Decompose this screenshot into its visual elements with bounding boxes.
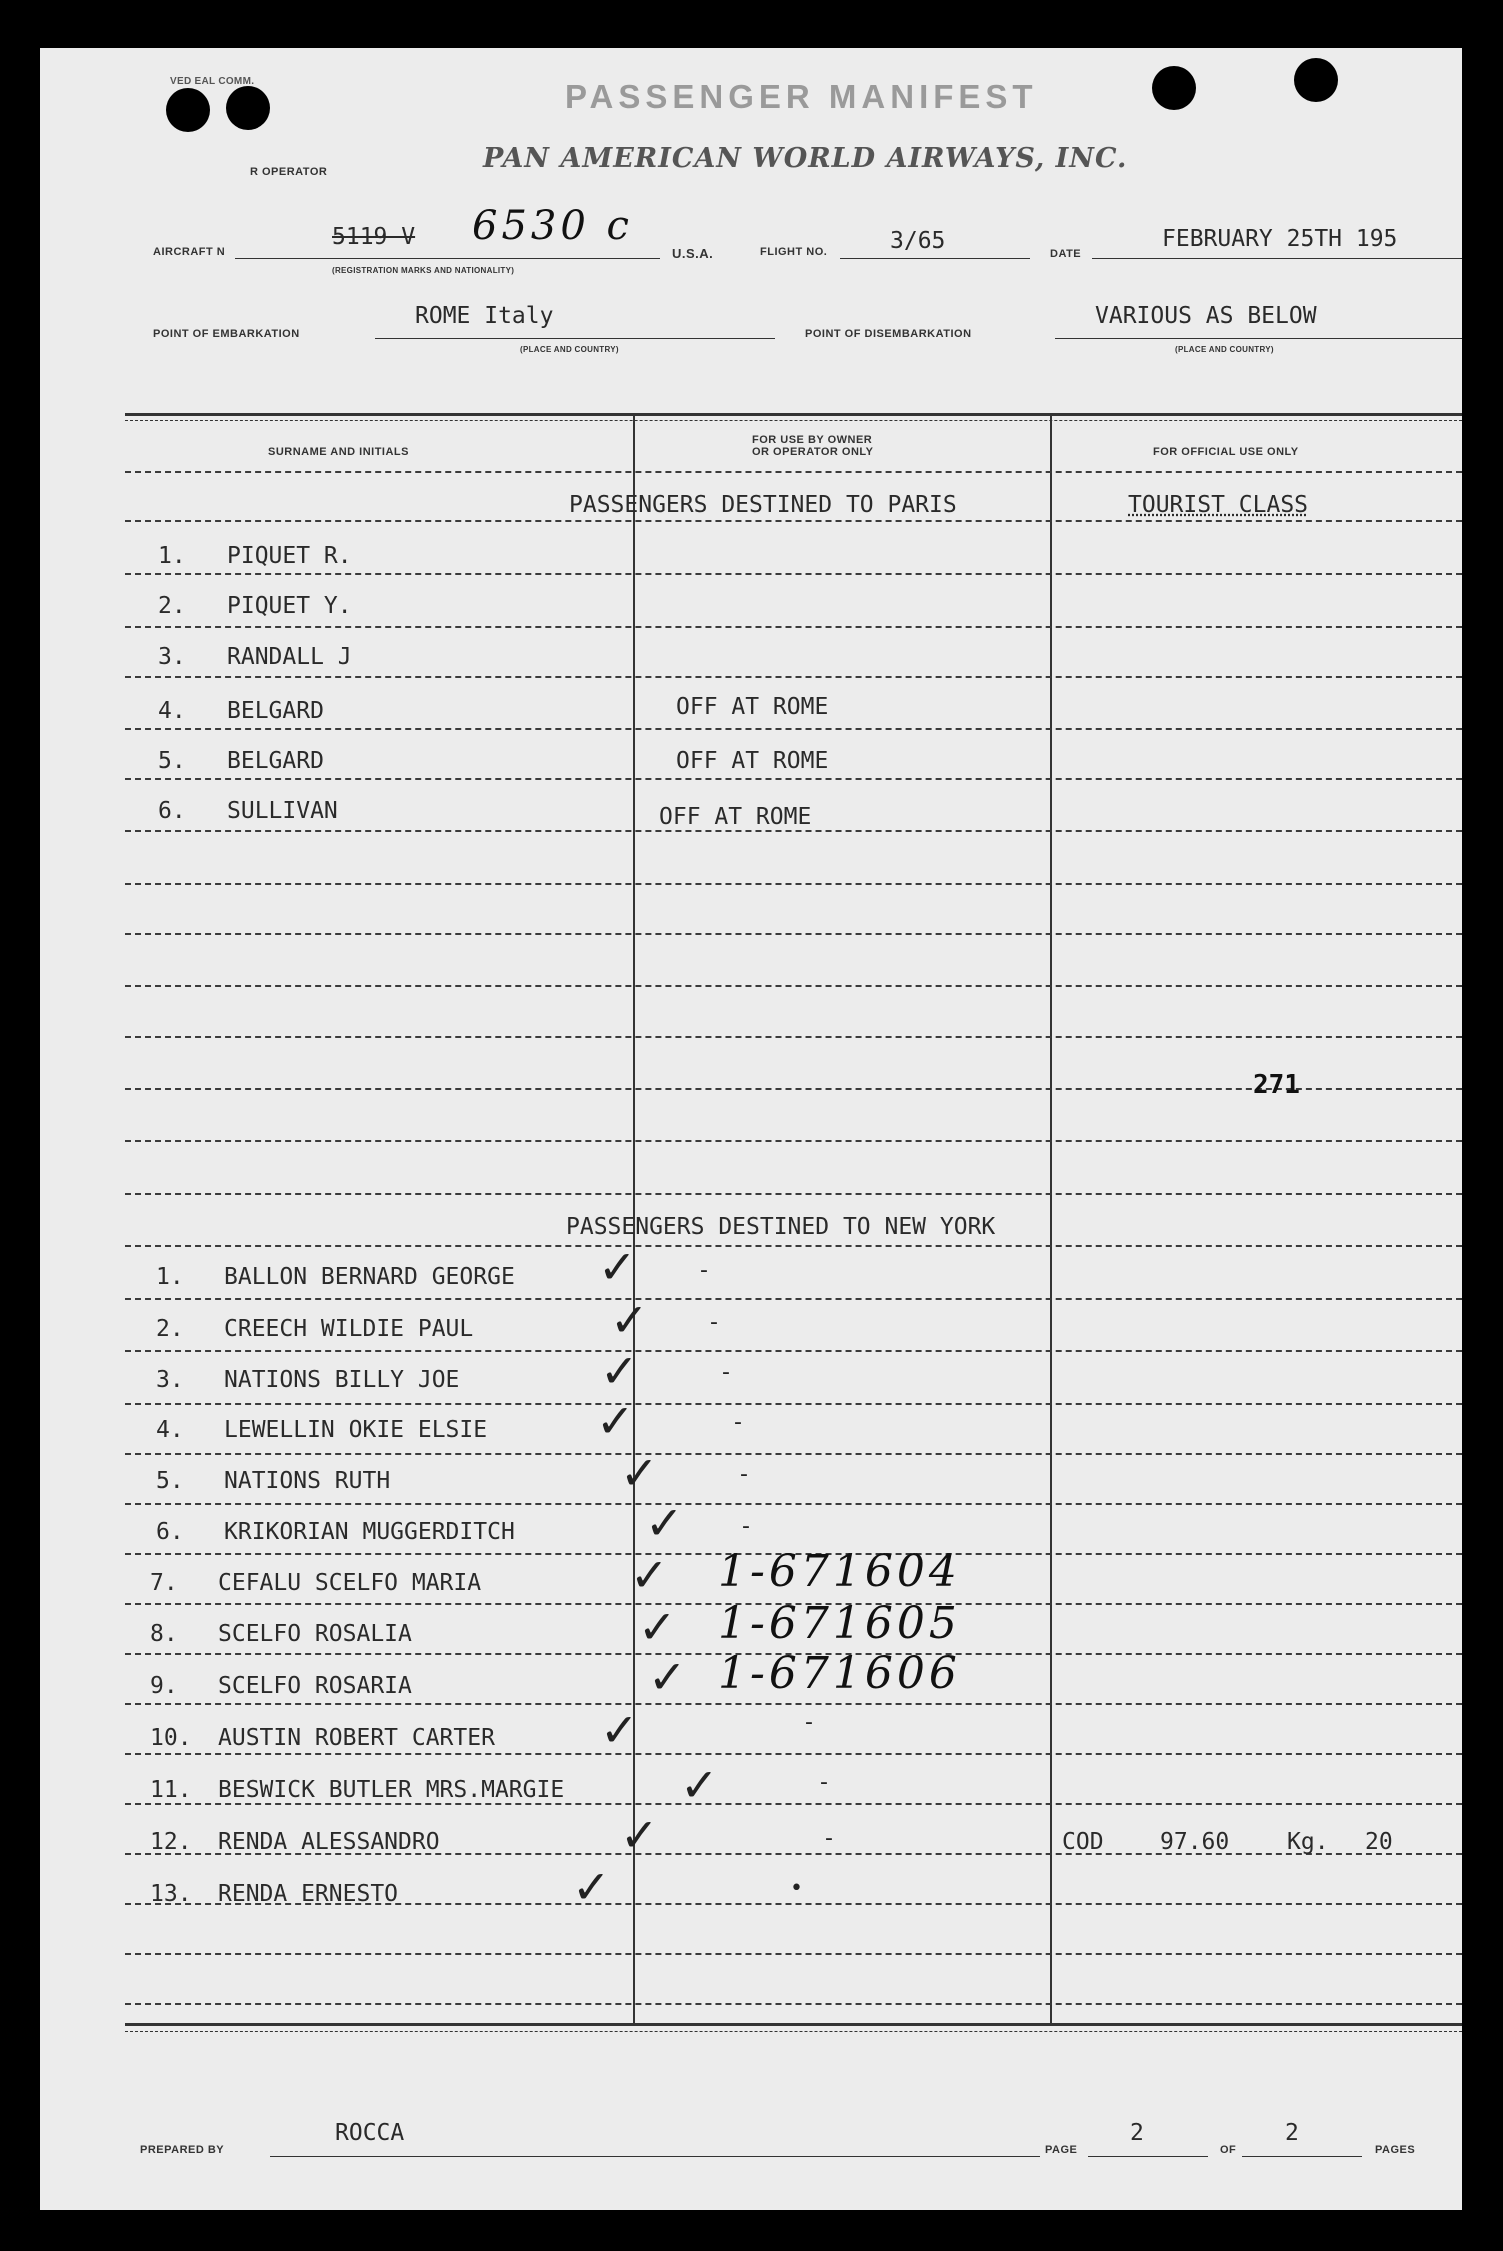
passenger-name: KRIKORIAN MUGGERDITCH — [224, 1519, 515, 1545]
passenger-name: PIQUET R. — [227, 543, 352, 569]
row-number: 12. — [150, 1829, 192, 1855]
row-number: 1. — [156, 1264, 184, 1290]
check-mark: ✓ — [638, 1600, 677, 1654]
check-mark: ✓ — [600, 1703, 639, 1757]
row-rule — [125, 1703, 1462, 1705]
row-rule — [125, 1803, 1462, 1805]
punch-hole-left-1 — [166, 88, 210, 132]
mark-dash: - — [740, 1462, 748, 1487]
passenger-name: NATIONS RUTH — [224, 1468, 391, 1494]
passenger-name: PIQUET Y. — [227, 593, 352, 619]
row-number: 5. — [158, 748, 186, 774]
ticket-number: 1-671604 — [718, 1546, 961, 1597]
manifest-sheet — [40, 48, 1462, 2210]
flight-number: 3/65 — [890, 228, 946, 254]
column-divider-2 — [1050, 414, 1052, 2024]
paris-class: TOURIST CLASS — [1128, 492, 1309, 518]
punch-hole-right-2 — [1294, 58, 1338, 102]
mark-dash: - — [742, 1514, 750, 1539]
table-top-rule — [125, 413, 1462, 416]
check-mark: ✓ — [600, 1344, 639, 1398]
passenger-name: RENDA ALESSANDRO — [218, 1829, 440, 1855]
prepared-by-underline — [270, 2156, 1040, 2157]
row-number: 8. — [150, 1621, 178, 1647]
aircraft-struck-number: 5119 V — [332, 224, 416, 250]
passenger-name: SCELFO ROSARIA — [218, 1673, 412, 1699]
operator-label: R OPERATOR — [250, 166, 328, 178]
disembarkation-place-note: (PLACE AND COUNTRY) — [1175, 345, 1274, 354]
approval-stamp: VED EAL COMM. — [170, 76, 255, 87]
row-rule — [125, 1193, 1462, 1195]
ticket-number: 1-671606 — [718, 1648, 961, 1699]
passenger-name: CEFALU SCELFO MARIA — [218, 1570, 482, 1596]
flight-underline — [840, 258, 1030, 259]
row-number: 10. — [150, 1725, 192, 1751]
row-rule — [125, 471, 1462, 473]
check-mark: ✓ — [630, 1548, 669, 1602]
passenger-name: BELGARD — [227, 698, 324, 724]
row-rule — [125, 626, 1462, 628]
pages-label: PAGES — [1375, 2144, 1416, 2156]
embarkation-underline — [375, 338, 775, 339]
owner-note: OFF AT ROME — [676, 748, 829, 774]
official-number: 271 — [1253, 1070, 1300, 1100]
check-mark: ✓ — [610, 1293, 649, 1347]
passenger-name: BALLON BERNARD GEORGE — [224, 1264, 515, 1290]
disembarkation-underline — [1055, 338, 1462, 339]
airline-name: PAN AMERICAN WORLD AIRWAYS, INC. — [483, 143, 1128, 174]
ticket-number: 1-671605 — [718, 1598, 961, 1649]
owner-note: OFF AT ROME — [659, 804, 812, 830]
mark-dash: - — [722, 1360, 730, 1385]
row-number: 3. — [156, 1367, 184, 1393]
date-label: DATE — [1050, 248, 1082, 260]
mark-dash: - — [805, 1710, 813, 1735]
check-mark: ✓ — [645, 1496, 684, 1550]
passenger-name: AUSTIN ROBERT CARTER — [218, 1725, 495, 1751]
passenger-name: CREECH WILDIE PAUL — [224, 1316, 474, 1342]
embarkation-place-note: (PLACE AND COUNTRY) — [520, 345, 619, 354]
mark-dash: - — [734, 1410, 742, 1435]
page-underline — [1088, 2156, 1208, 2157]
row-rule — [125, 2003, 1462, 2005]
column-header-official: FOR OFFICIAL USE ONLY — [1153, 446, 1299, 458]
usa-label: U.S.A. — [672, 246, 714, 261]
mark-dash: - — [710, 1310, 718, 1335]
prepared-by-name: ROCCA — [335, 2120, 405, 2146]
passenger-name: LEWELLIN OKIE ELSIE — [224, 1417, 488, 1443]
registration-note: (REGISTRATION MARKS AND NATIONALITY) — [332, 266, 515, 275]
row-number: 6. — [158, 798, 186, 824]
cod-weight: 20 — [1365, 1829, 1393, 1855]
aircraft-underline — [235, 258, 660, 259]
check-mark: ✓ — [648, 1650, 687, 1704]
cod-label: COD — [1062, 1829, 1104, 1855]
row-number: 7. — [150, 1570, 178, 1596]
passenger-name: RENDA ERNESTO — [218, 1881, 399, 1907]
row-number: 1. — [158, 543, 186, 569]
row-number: 5. — [156, 1468, 184, 1494]
row-rule — [125, 1453, 1462, 1455]
disembarkation-place: VARIOUS AS BELOW — [1095, 303, 1317, 329]
check-mark: ✓ — [680, 1758, 719, 1812]
aircraft-handwritten-number: 6530 c — [472, 203, 633, 249]
row-number: 6. — [156, 1519, 184, 1545]
total-pages: 2 — [1285, 2120, 1299, 2146]
row-rule — [125, 1245, 1462, 1247]
mark-dash: - — [700, 1258, 708, 1283]
row-number: 4. — [156, 1417, 184, 1443]
page-label: PAGE — [1045, 2144, 1078, 2156]
new-york-section-heading: PASSENGERS DESTINED TO NEW YORK — [566, 1214, 996, 1240]
row-rule — [125, 676, 1462, 678]
page-title: PASSENGER MANIFEST — [565, 78, 1038, 115]
check-mark: ✓ — [620, 1808, 659, 1862]
row-rule — [125, 1298, 1462, 1300]
mark-dash: - — [825, 1826, 833, 1851]
passenger-name: BESWICK BUTLER MRS.MARGIE — [218, 1777, 565, 1803]
passenger-name: RANDALL J — [227, 644, 352, 670]
paris-section-heading: PASSENGERS DESTINED TO PARIS — [569, 492, 957, 518]
passenger-name: SULLIVAN — [227, 798, 338, 824]
row-rule — [125, 728, 1462, 730]
column-header-owner-line-2: OR OPERATOR ONLY — [752, 446, 874, 458]
disembarkation-label: POINT OF DISEMBARKATION — [805, 328, 972, 340]
column-header-surname: SURNAME AND INITIALS — [268, 446, 409, 458]
row-rule — [125, 520, 1462, 522]
row-rule — [125, 985, 1462, 987]
aircraft-label: AIRCRAFT N — [153, 246, 226, 258]
check-mark: ✓ — [596, 1394, 635, 1448]
embarkation-place: ROME Italy — [415, 303, 554, 329]
row-number: 3. — [158, 644, 186, 670]
row-rule — [125, 1140, 1462, 1142]
row-rule — [125, 1503, 1462, 1505]
row-number: 11. — [150, 1777, 192, 1803]
row-rule — [125, 1036, 1462, 1038]
page-number: 2 — [1130, 2120, 1144, 2146]
row-number: 4. — [158, 698, 186, 724]
row-rule — [125, 1403, 1462, 1405]
row-rule — [125, 573, 1462, 575]
flight-date: FEBRUARY 25TH 195 — [1162, 226, 1398, 252]
row-number: 13. — [150, 1881, 192, 1907]
mark-dash: • — [790, 1876, 803, 1901]
passenger-name: SCELFO ROSALIA — [218, 1621, 412, 1647]
prepared-by-label: PREPARED BY — [140, 2144, 225, 2156]
row-rule — [125, 1953, 1462, 1955]
cod-amount: 97.60 — [1160, 1829, 1230, 1855]
cod-unit: Kg. — [1287, 1829, 1329, 1855]
table-top-rule-2 — [125, 420, 1462, 421]
row-rule — [125, 830, 1462, 832]
passenger-name: BELGARD — [227, 748, 324, 774]
check-mark: ✓ — [598, 1240, 637, 1294]
row-number: 2. — [156, 1316, 184, 1342]
row-rule — [125, 778, 1462, 780]
passenger-name: NATIONS BILLY JOE — [224, 1367, 460, 1393]
date-underline — [1092, 258, 1462, 259]
column-header-owner-line-1: FOR USE BY OWNER — [752, 434, 873, 446]
owner-note: OFF AT ROME — [676, 694, 829, 720]
row-rule — [125, 1753, 1462, 1755]
table-bottom-rule-2 — [125, 2031, 1462, 2032]
row-rule — [125, 933, 1462, 935]
flight-label: FLIGHT NO. — [760, 246, 828, 258]
of-label: OF — [1220, 2144, 1237, 2156]
check-mark: ✓ — [620, 1446, 659, 1500]
row-rule — [125, 1350, 1462, 1352]
embarkation-label: POINT OF EMBARKATION — [153, 328, 300, 340]
table-bottom-rule — [125, 2023, 1462, 2026]
check-mark: ✓ — [572, 1860, 611, 1914]
row-rule — [125, 883, 1462, 885]
row-number: 2. — [158, 593, 186, 619]
punch-hole-left-2 — [226, 86, 270, 130]
mark-dash: - — [820, 1770, 828, 1795]
punch-hole-right-1 — [1152, 66, 1196, 110]
row-number: 9. — [150, 1673, 178, 1699]
pages-underline — [1242, 2156, 1362, 2157]
